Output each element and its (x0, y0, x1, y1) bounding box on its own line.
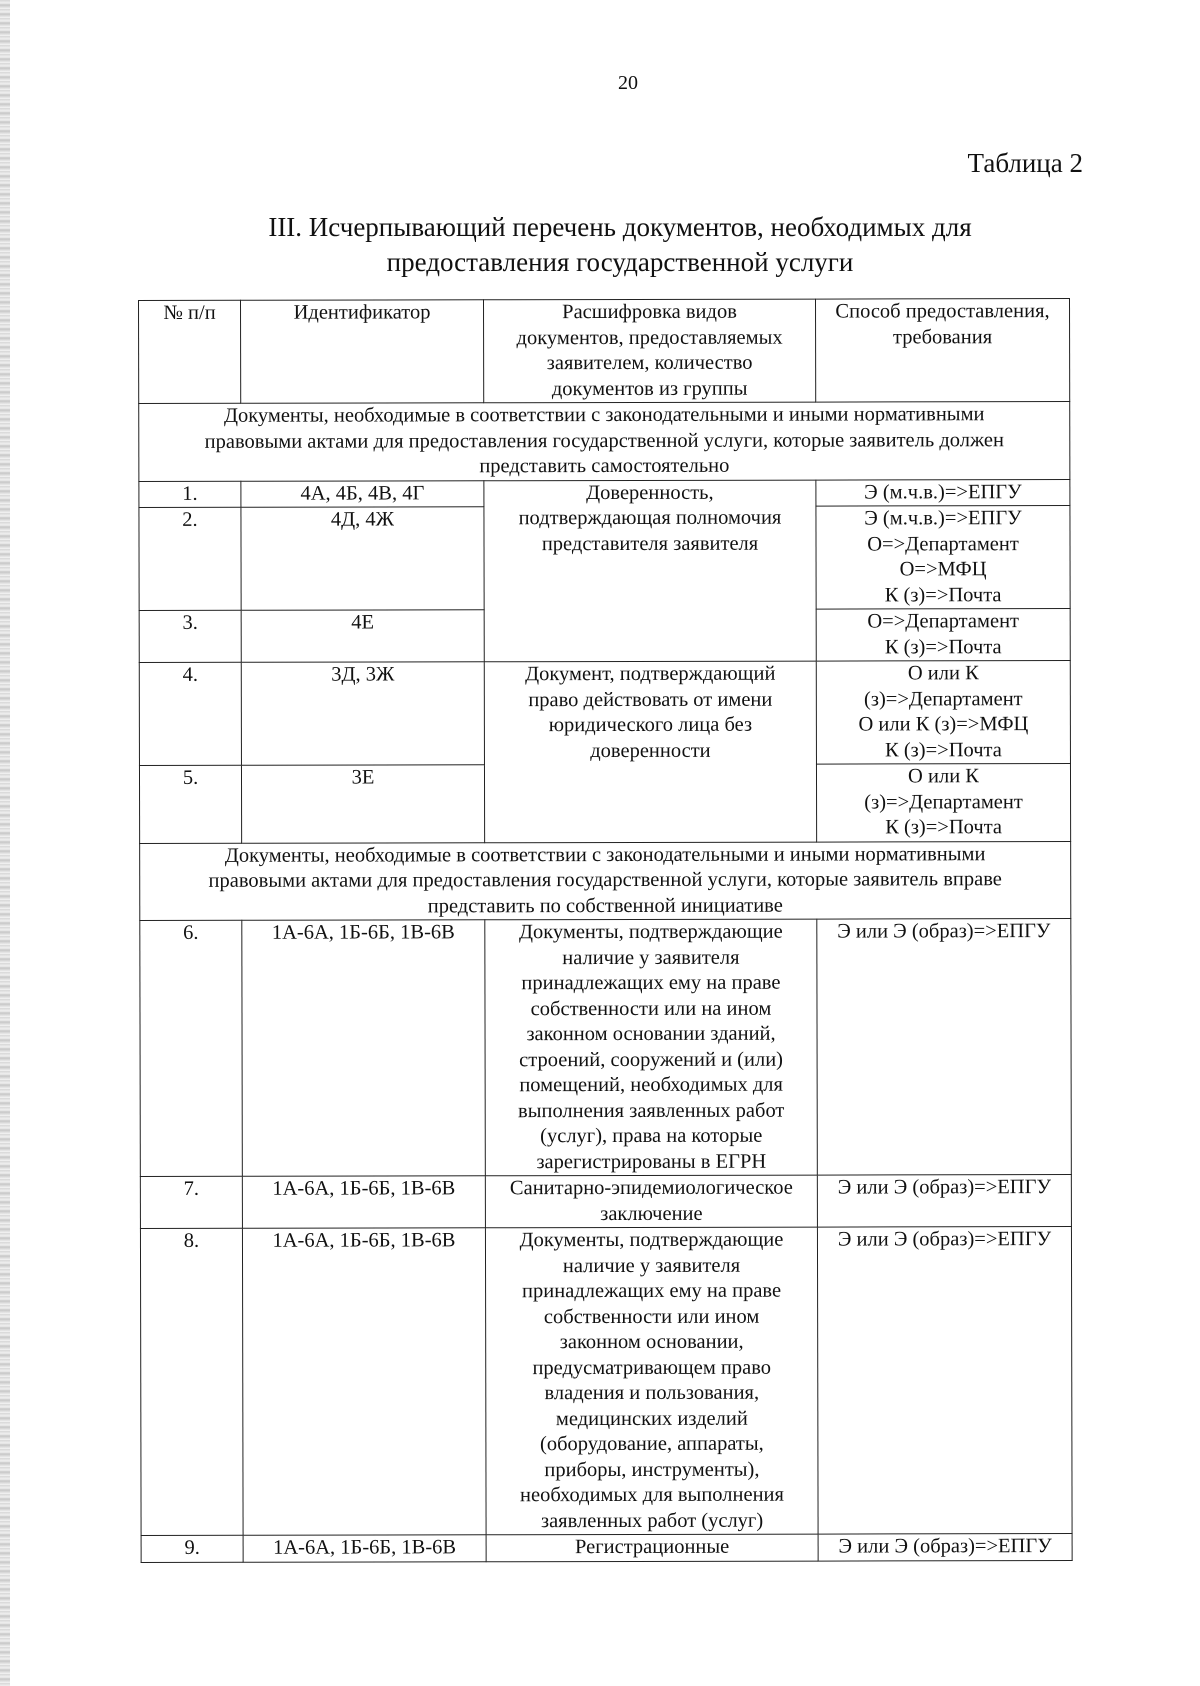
row-description (486, 1534, 818, 1561)
scan-edge (0, 0, 10, 1686)
row-method (816, 661, 1070, 765)
row-number: 9. (141, 1535, 243, 1562)
desc-line: право действовать от имени (528, 688, 773, 711)
method-line: Э (м.ч.в.)=>ЕПГУ (864, 480, 1022, 503)
desc-line: собственности или ином (543, 1305, 760, 1328)
desc-line: представителя заявителя (541, 532, 759, 555)
method-line: Э (м.ч.в.)=>ЕПГУ (864, 507, 1022, 530)
desc-line: Регистрационные (574, 1535, 730, 1559)
desc-line: зарегистрированы в ЕГРН (536, 1150, 767, 1173)
col-header-identifier: Идентификатор (241, 300, 484, 404)
desc-line: предусматривающем право (532, 1356, 772, 1379)
row-description (485, 1227, 818, 1535)
row-number: 2. (139, 507, 241, 610)
row-number: 1. (139, 481, 241, 508)
method-line: К (з)=>Почта (885, 816, 1003, 839)
desc-line: строений, сооружений и (или) (519, 1048, 784, 1071)
desc-line: необходимых для выполнения (520, 1483, 784, 1507)
row-identifier: 1А-6А, 1Б-6Б, 1В-6В (243, 1535, 486, 1562)
section-heading-optional (140, 841, 1071, 920)
method-line: О=>МФЦ (899, 558, 987, 581)
desc-line: (оборудование, аппараты, (540, 1432, 764, 1456)
desc-line: заявленных работ (услуг) (540, 1509, 764, 1532)
method-line: К (з)=>Почта (884, 738, 1002, 761)
col-header-number: № п/п (139, 300, 241, 403)
method-line: О или К (908, 765, 979, 788)
header-line: Расшифровка видов (562, 300, 737, 324)
row-identifier: 1А-6А, 1Б-6Б, 1В-6В (242, 1228, 486, 1536)
method-line: О или К (з)=>МФЦ (858, 713, 1029, 736)
section-row (140, 841, 1071, 920)
row-number: 6. (140, 920, 243, 1176)
desc-line: владения и пользования, (544, 1381, 760, 1405)
method-line: (з)=>Департамент (864, 687, 1023, 710)
col-header-method (815, 299, 1069, 403)
method-line: К (з)=>Почта (884, 635, 1002, 658)
desc-line: Документы, подтверждающие (518, 920, 783, 944)
section-heading-mandatory (139, 402, 1070, 481)
table-row (140, 919, 1072, 1177)
desc-line: Документы, подтверждающие (519, 1228, 784, 1252)
table-row (141, 1534, 1072, 1562)
row-method (818, 1534, 1072, 1561)
method-line: К (з)=>Почта (884, 583, 1002, 606)
section-line: представить самостоятельно (479, 454, 730, 478)
section-line: правовыми актами для предоставления государственной услуги, которые заявитель вправе (208, 868, 1002, 892)
method-line: Э или Э (образ)=>ЕПГУ (837, 1228, 1052, 1251)
row-number: 5. (139, 765, 241, 843)
desc-line: заключение (600, 1202, 703, 1225)
row-method (816, 764, 1070, 842)
desc-line: юридического лица без (548, 713, 753, 737)
row-identifier: 4Д, 4Ж (241, 507, 484, 611)
desc-line: подтверждающая полномочия (518, 506, 782, 530)
desc-line: доверенности (590, 739, 711, 762)
section-line: представить по собственной инициативе (427, 894, 783, 917)
row-method (816, 506, 1070, 610)
method-line: Э или Э (образ)=>ЕПГУ (837, 920, 1051, 943)
desc-line: наличие у заявителя (562, 1254, 741, 1277)
row-identifier: 1А-6А, 1Б-6Б, 1В-6В (242, 920, 486, 1177)
row-identifier: 4Е (241, 610, 484, 663)
row-description (485, 1175, 817, 1228)
method-line: Э или Э (образ)=>ЕПГУ (837, 1176, 1051, 1199)
desc-line: наличие у заявителя (562, 946, 740, 969)
col-header-description (484, 299, 816, 403)
row-method (817, 1175, 1071, 1228)
row-description (485, 919, 818, 1176)
page-number: 20 (618, 72, 638, 94)
section-line: Документы, необходимые в соответствии с законодательными и иными нормативными (224, 842, 986, 867)
row-number: 3. (139, 610, 241, 662)
row-number: 4. (139, 662, 241, 765)
row-description (484, 661, 816, 842)
document-title (170, 210, 1070, 280)
row-description (484, 480, 816, 662)
row-identifier: 1А-6А, 1Б-6Б, 1В-6В (242, 1176, 485, 1229)
desc-line: приборы, инструменты), (544, 1458, 760, 1481)
row-method (816, 479, 1070, 506)
desc-line: Доверенность, (586, 481, 714, 504)
header-row (139, 299, 1070, 404)
table-row (140, 1227, 1072, 1536)
section-line: Документы, необходимые в соответствии с законодательными и иными нормативными (223, 403, 985, 427)
header-line: документов из группы (551, 377, 748, 400)
method-line: Э или Э (образ)=>ЕПГУ (838, 1535, 1052, 1558)
table-row (139, 479, 1070, 507)
row-method (816, 609, 1070, 662)
desc-line: принадлежащих ему на праве (522, 1279, 782, 1303)
documents-table (138, 298, 1073, 1562)
row-method (817, 1227, 1072, 1535)
row-number: 7. (140, 1176, 242, 1228)
method-line: (з)=>Департамент (864, 790, 1023, 813)
method-line: О или К (907, 662, 979, 685)
desc-line: помещений, необходимых для (519, 1073, 783, 1097)
section-line: правовыми актами для предоставления государственной услуги, которые заявитель должен (204, 428, 1004, 453)
desc-line: законном основании зданий, (526, 1022, 776, 1046)
desc-line: законном основании, (559, 1330, 744, 1354)
method-line: О=>Департамент (867, 610, 1020, 633)
title-line: III. Исчерпывающий перечень документов, необходимых для (268, 212, 972, 242)
desc-line: выполнения заявленных работ (517, 1099, 785, 1122)
table-label: Таблица 2 (967, 148, 1083, 178)
method-line: О=>Департамент (867, 532, 1019, 555)
table-row (140, 1175, 1071, 1229)
header-line: документов, предоставляемых (516, 326, 783, 349)
desc-line: Санитарно-эпидемиологическое (509, 1176, 793, 1200)
row-identifier: 3Е (241, 765, 484, 843)
title-line: предоставления государственной услуги (386, 247, 854, 277)
desc-line: медицинских изделий (555, 1407, 748, 1430)
row-identifier: 4А, 4Б, 4В, 4Г (241, 480, 484, 507)
row-identifier: 3Д, 3Ж (241, 662, 484, 766)
desc-line: собственности или на ином (530, 997, 772, 1020)
header-line: Способ предоставления, (835, 300, 1050, 323)
table-row (139, 661, 1070, 766)
header-line: требования (892, 325, 993, 348)
desc-line: принадлежащих ему на праве (521, 971, 781, 995)
desc-line: (услуг), права на которые (540, 1124, 763, 1148)
row-number: 8. (140, 1228, 243, 1535)
desc-line: Документ, подтверждающий (525, 662, 776, 686)
header-line: заявителем, количество (546, 351, 753, 375)
section-row (139, 402, 1070, 481)
row-method (817, 919, 1072, 1176)
